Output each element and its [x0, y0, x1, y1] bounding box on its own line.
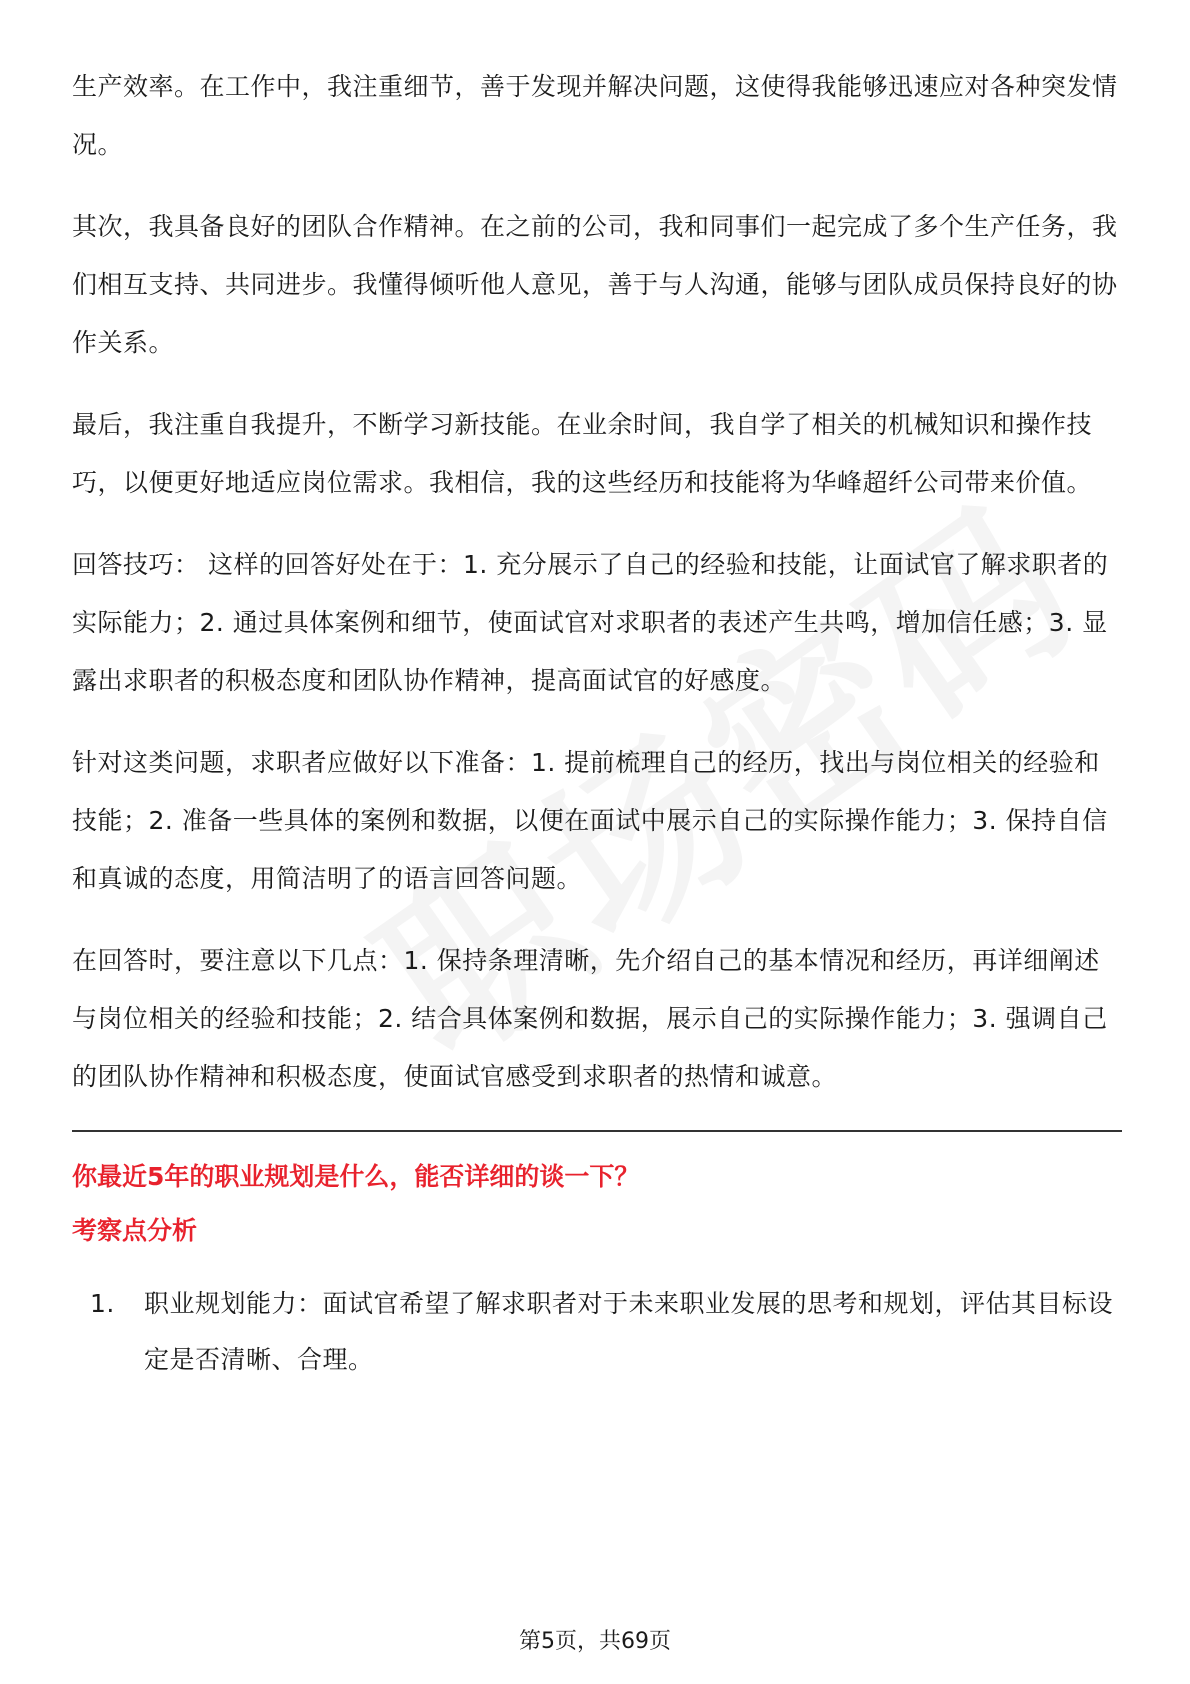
paragraph: 回答技巧： 这样的回答好处在于：1. 充分展示了自己的经验和技能，让面试官了解求职者的实际能力；2. 通过具体案例和细节，使面试官对求职者的表述产生共鸣，增加信任感；3. 显露出求职者的积极态度和团队协作精神，提高面试官的好感度。: [72, 550, 1109, 695]
question-heading: 你最近5年的职业规划是什么，能否详细的谈一下？: [72, 1162, 640, 1191]
page-footer: 第5页，共69页: [519, 1629, 671, 1654]
list-number: 1.: [90, 1289, 115, 1318]
list-text: 职业规划能力：面试官希望了解求职者对于未来职业发展的思考和规划，评估其目标设定是否清晰、合理。: [144, 1289, 1114, 1374]
paragraph: 在回答时，要注意以下几点：1. 保持条理清晰，先介绍自己的基本情况和经历，再详细阐述与岗位相关的经验和技能；2. 结合具体案例和数据，展示自己的实际操作能力；3. 强调自己的团队协作精神和积极态度，使面试官感受到求职者的热情和诚意。: [72, 946, 1108, 1091]
paragraph: 最后，我注重自我提升，不断学习新技能。在业余时间，我自学了相关的机械知识和操作技巧，以便更好地适应岗位需求。我相信，我的这些经历和技能将为华峰超纤公司带来价值。: [72, 410, 1093, 497]
list-item: [72, 1276, 1122, 1388]
paragraph: 生产效率。在工作中，我注重细节，善于发现并解决问题，这使得我能够迅速应对各种突发情况。: [72, 72, 1118, 159]
page-content: [72, 58, 1122, 1388]
section-divider: [72, 1130, 1122, 1132]
paragraph: 针对这类问题，求职者应做好以下准备：1. 提前梳理自己的经历，找出与岗位相关的经验和技能；2. 准备一些具体的案例和数据，以便在面试中展示自己的实际操作能力；3. 保持自信和真诚的态度，用简洁明了的语言回答问题。: [72, 748, 1108, 893]
section-title: 考察点分析: [72, 1216, 198, 1245]
paragraph: 其次，我具备良好的团队合作精神。在之前的公司，我和同事们一起完成了多个生产任务，我们相互支持、共同进步。我懂得倾听他人意见，善于与人沟通，能够与团队成员保持良好的协作关系。: [72, 212, 1118, 357]
